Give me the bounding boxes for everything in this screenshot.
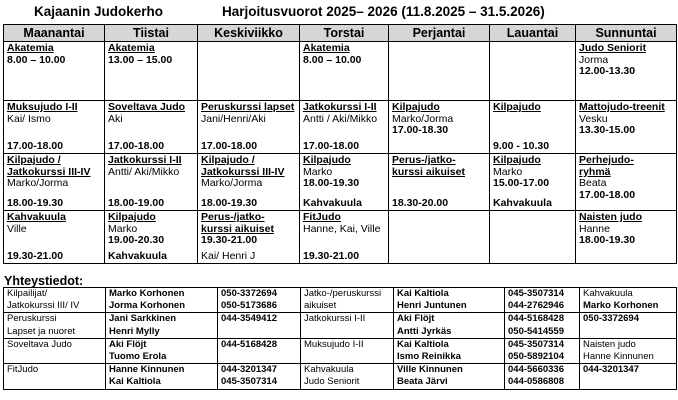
contact-line <box>221 351 300 363</box>
class-place: Kahvakuula <box>303 197 362 210</box>
contact-line: 044-3201347 <box>221 364 277 376</box>
contact-line: 044-5168428 <box>508 313 564 325</box>
contact-line: Jatkokurssi III/ IV <box>7 300 80 312</box>
instructor: Marko <box>108 222 138 235</box>
contact-line: Jorma Korhonen <box>109 300 186 312</box>
contact-line: 050-5173686 <box>221 300 277 312</box>
instructor: Jorma <box>579 53 609 66</box>
contact-line: FitJudo <box>7 364 39 376</box>
contact-line: 044-0586808 <box>508 376 564 388</box>
contact-line: 045-3507314 <box>221 376 277 388</box>
schedule-cell <box>576 154 677 211</box>
contact-line: Kahvakuula <box>583 288 633 299</box>
schedule-cell <box>198 211 300 264</box>
contact-line: Ville Kinnunen <box>397 364 463 376</box>
schedule-cell <box>300 101 389 154</box>
contact-cell <box>580 288 677 313</box>
contact-line: Lapset ja nuoret <box>7 325 76 337</box>
contact-line <box>583 376 676 388</box>
day-header: Sunnuntai <box>576 25 677 42</box>
day-header: Perjantai <box>389 25 490 42</box>
contact-cell <box>106 338 218 363</box>
contact-cell <box>505 288 580 313</box>
contact-line <box>7 351 105 363</box>
contact-cell <box>4 288 106 313</box>
contact-cell <box>106 313 218 338</box>
contact-line: 045-3507314 <box>508 338 564 350</box>
contact-line <box>221 326 300 338</box>
class-time: 9.00 - 10.30 <box>493 140 550 153</box>
contacts-heading: Yhteystiedot: <box>4 274 84 288</box>
schedule-cell <box>389 101 490 154</box>
class-name: FitJudo <box>303 211 341 223</box>
instructor: Marko/Jorma <box>201 177 263 190</box>
contact-line: Henri Mylly <box>109 325 160 337</box>
instructor: Beata <box>579 177 607 190</box>
contact-cell <box>301 313 394 338</box>
contact-line: 044-3201347 <box>583 364 639 376</box>
class-time: 8.00 – 10.00 <box>303 53 362 66</box>
schedule-cell <box>490 42 576 101</box>
schedule-cell <box>105 211 198 264</box>
class-time: 17.00-18.30 <box>392 124 449 137</box>
day-header: Maanantai <box>4 25 105 42</box>
contact-line <box>583 326 676 338</box>
contact-cell <box>394 313 505 338</box>
schedule-cell <box>4 211 105 264</box>
class-name: Jatkokurssi I-II <box>108 154 182 166</box>
contact-line: Tuomo Erola <box>109 350 167 362</box>
contact-line <box>304 351 393 363</box>
contact-line: Soveltava Judo <box>7 338 72 350</box>
contact-cell <box>218 364 301 389</box>
instructor: Vesku <box>579 112 608 125</box>
day-header: Lauantai <box>490 25 576 42</box>
contact-row <box>4 338 677 363</box>
contact-cell <box>394 364 505 389</box>
instructor: Hanne <box>579 222 610 235</box>
schedule-cell <box>576 211 677 264</box>
schedule-cell <box>4 42 105 101</box>
instructor: Hanne, Kai, Ville <box>303 222 381 235</box>
schedule-cell <box>389 154 490 211</box>
class-name: Mattojudo-treenit <box>579 101 665 113</box>
class-name: Jatkokurssi III-IV <box>201 165 285 178</box>
class-name: Soveltava Judo <box>108 101 186 113</box>
schedule-row <box>4 154 677 211</box>
class-name: Kilpajudo <box>392 101 440 113</box>
class-place: Kahvakuula <box>108 250 167 263</box>
contact-line: Jatkokurssi I-II <box>304 313 366 325</box>
class-time: 18.00-19.30 <box>201 197 258 210</box>
schedule-row <box>4 42 677 101</box>
class-name: Kahvakuula <box>7 211 66 223</box>
schedule-table <box>3 24 677 264</box>
contact-line: Kahvakuula <box>304 364 354 376</box>
contact-line: Henri Juntunen <box>397 300 467 312</box>
instructor: Kai/ Ismo <box>7 112 51 125</box>
class-time: 17.00-18.00 <box>579 188 636 201</box>
class-name: ryhmä <box>579 165 611 178</box>
contact-line: Kilpailijat/ <box>7 288 48 299</box>
contact-line: aikuiset <box>304 300 337 312</box>
day-header-row <box>4 25 677 42</box>
contacts-table <box>3 287 677 390</box>
class-name: Kilpajudo <box>493 101 541 113</box>
instructor: Ville <box>7 222 27 235</box>
class-name: Jatkokurssi III-IV <box>7 165 91 178</box>
instructor: Antti / Aki/Mikko <box>303 112 378 125</box>
contact-cell <box>106 364 218 389</box>
class-time: 12.00-13.30 <box>579 65 636 78</box>
class-time: 17.00-18.00 <box>303 140 360 153</box>
schedule-cell <box>576 42 677 101</box>
instructor: Kai/ Henri J <box>201 250 256 263</box>
class-name: Kilpajudo <box>303 154 351 166</box>
schedule-cell <box>105 101 198 154</box>
schedule-cell <box>198 42 300 101</box>
contact-line: Ismo Reinikka <box>397 350 461 362</box>
class-time: 19.30-21.00 <box>201 234 258 247</box>
contact-line: 045-3507314 <box>508 288 564 299</box>
contact-line: Judo Seniorit <box>304 376 360 388</box>
contact-line <box>304 326 393 338</box>
class-name: Judo Seniorit <box>579 42 647 54</box>
contact-row <box>4 364 677 389</box>
contact-cell <box>218 288 301 313</box>
class-name: kurssi aikuiset <box>201 222 274 235</box>
contact-line: Jatko-/peruskurssi <box>304 288 382 299</box>
contact-line: 050-5414559 <box>508 325 564 337</box>
class-time: 13.00 – 15.00 <box>108 53 173 66</box>
contact-line: Peruskurssi <box>7 313 57 325</box>
class-name: Akatemia <box>108 42 155 54</box>
instructor: Antti/ Aki/Mikko <box>108 165 180 178</box>
contact-cell <box>4 338 106 363</box>
contact-cell <box>394 338 505 363</box>
contact-cell <box>301 364 394 389</box>
contact-cell <box>218 313 301 338</box>
contact-cell <box>4 313 106 338</box>
schedule-cell <box>490 154 576 211</box>
schedule-cell <box>300 42 389 101</box>
schedule-row <box>4 211 677 264</box>
schedule-cell <box>198 101 300 154</box>
instructor: Marko/Jorma <box>7 177 69 190</box>
class-time: 8.00 – 10.00 <box>7 53 66 66</box>
class-name: Kilpajudo / <box>7 154 61 166</box>
contact-cell <box>301 288 394 313</box>
class-time: 17.00-18.00 <box>201 140 258 153</box>
schedule-cell <box>4 101 105 154</box>
contact-line: Naisten judo <box>583 338 636 350</box>
schedule-cell <box>198 154 300 211</box>
contact-line: Hanne Kinnunen <box>583 350 654 362</box>
contact-cell <box>580 364 677 389</box>
schedule-cell <box>389 211 490 264</box>
class-time: 17.00-18.00 <box>7 140 64 153</box>
contact-cell <box>301 338 394 363</box>
class-name: Akatemia <box>7 42 54 54</box>
contact-cell <box>505 338 580 363</box>
instructor: Aki <box>108 112 123 125</box>
contact-cell <box>505 364 580 389</box>
class-time: 19.30-21.00 <box>303 250 360 263</box>
class-time: 17.00-18.00 <box>108 140 165 153</box>
class-time: 13.30-15.00 <box>579 124 636 137</box>
class-name: Kilpajudo <box>493 154 541 166</box>
instructor: Marko/Jorma <box>392 112 454 125</box>
class-time: 18.00-19.30 <box>303 177 360 190</box>
contact-line: Antti Jyrkäs <box>397 325 452 337</box>
contact-line: 050-3372694 <box>583 313 639 325</box>
contact-line: Marko Korhonen <box>583 300 659 312</box>
class-name: Peruskurssi lapset <box>201 101 295 113</box>
contact-cell <box>394 288 505 313</box>
class-name: Kilpajudo <box>108 211 156 223</box>
contact-cell <box>505 313 580 338</box>
schedule-title: Harjoitusvuorot 2025– 2026 (11.8.2025 – 31.5.2026) <box>222 4 545 19</box>
schedule-cell <box>576 101 677 154</box>
class-time: 18.00-19.30 <box>579 234 636 247</box>
class-name: Kilpajudo / <box>201 154 255 166</box>
class-time: 18.00-19.00 <box>108 197 165 210</box>
schedule-row <box>4 101 677 154</box>
contact-line: Jani Sarkkinen <box>109 313 177 325</box>
class-time: 15.00-17.00 <box>493 177 550 190</box>
contact-line: Muksujudo I-II <box>304 338 364 350</box>
class-name: Muksujudo I-II <box>7 101 78 113</box>
schedule-cell <box>490 101 576 154</box>
contact-line <box>7 376 105 388</box>
contact-cell <box>580 313 677 338</box>
schedule-cell <box>105 42 198 101</box>
schedule-cell <box>300 211 389 264</box>
club-name: Kajaanin Judokerho <box>34 4 164 19</box>
instructor: Marko <box>493 165 523 178</box>
contact-line: 044-2762946 <box>508 300 564 312</box>
contact-cell <box>106 288 218 313</box>
class-time: 19.00-20.30 <box>108 234 165 247</box>
contact-cell <box>4 364 106 389</box>
day-header: Torstai <box>300 25 389 42</box>
class-name: Perus-/jatko- <box>392 154 456 166</box>
class-name: Perus-/jatko- <box>201 211 265 223</box>
contact-line: Marko Korhonen <box>109 288 185 299</box>
class-time: 18.00-19.30 <box>7 197 64 210</box>
schedule-cell <box>389 42 490 101</box>
contact-row <box>4 288 677 313</box>
contact-line: Aki Flöjt <box>109 338 147 350</box>
contact-line: 050-3372694 <box>221 288 277 299</box>
contact-line: 044-3549412 <box>221 313 277 325</box>
contact-line: 044-5660336 <box>508 364 564 376</box>
class-name: Akatemia <box>303 42 350 54</box>
class-name: Jatkokurssi I-II <box>303 101 377 113</box>
schedule-cell <box>105 154 198 211</box>
class-name: Naisten judo <box>579 211 643 223</box>
day-header: Tiistai <box>105 25 198 42</box>
contact-line: Kai Kaltiola <box>397 338 449 350</box>
contact-line: Kai Kaltiola <box>397 288 449 299</box>
class-name: kurssi aikuiset <box>392 165 465 178</box>
schedule-cell <box>4 154 105 211</box>
instructor: Marko <box>303 165 333 178</box>
instructor: Jani/Henri/Aki <box>201 112 266 125</box>
contact-line: 050-5892104 <box>508 350 564 362</box>
contact-row <box>4 313 677 338</box>
class-place: Kahvakuula <box>493 197 552 210</box>
contact-cell <box>218 338 301 363</box>
class-name: Perhejudo- <box>579 154 634 166</box>
contact-line: 044-5168428 <box>221 338 277 350</box>
contact-line: Kai Kaltiola <box>109 376 161 388</box>
contact-line: Beata Järvi <box>397 376 448 388</box>
class-time: 18.30-20.00 <box>392 197 449 210</box>
class-time: 19.30-21.00 <box>7 250 64 263</box>
day-header: Keskiviikko <box>198 25 300 42</box>
contact-cell <box>580 338 677 363</box>
schedule-cell <box>300 154 389 211</box>
schedule-cell <box>490 211 576 264</box>
contact-line: Aki Flöjt <box>397 313 435 325</box>
contact-line: Hanne Kinnunen <box>109 364 185 376</box>
